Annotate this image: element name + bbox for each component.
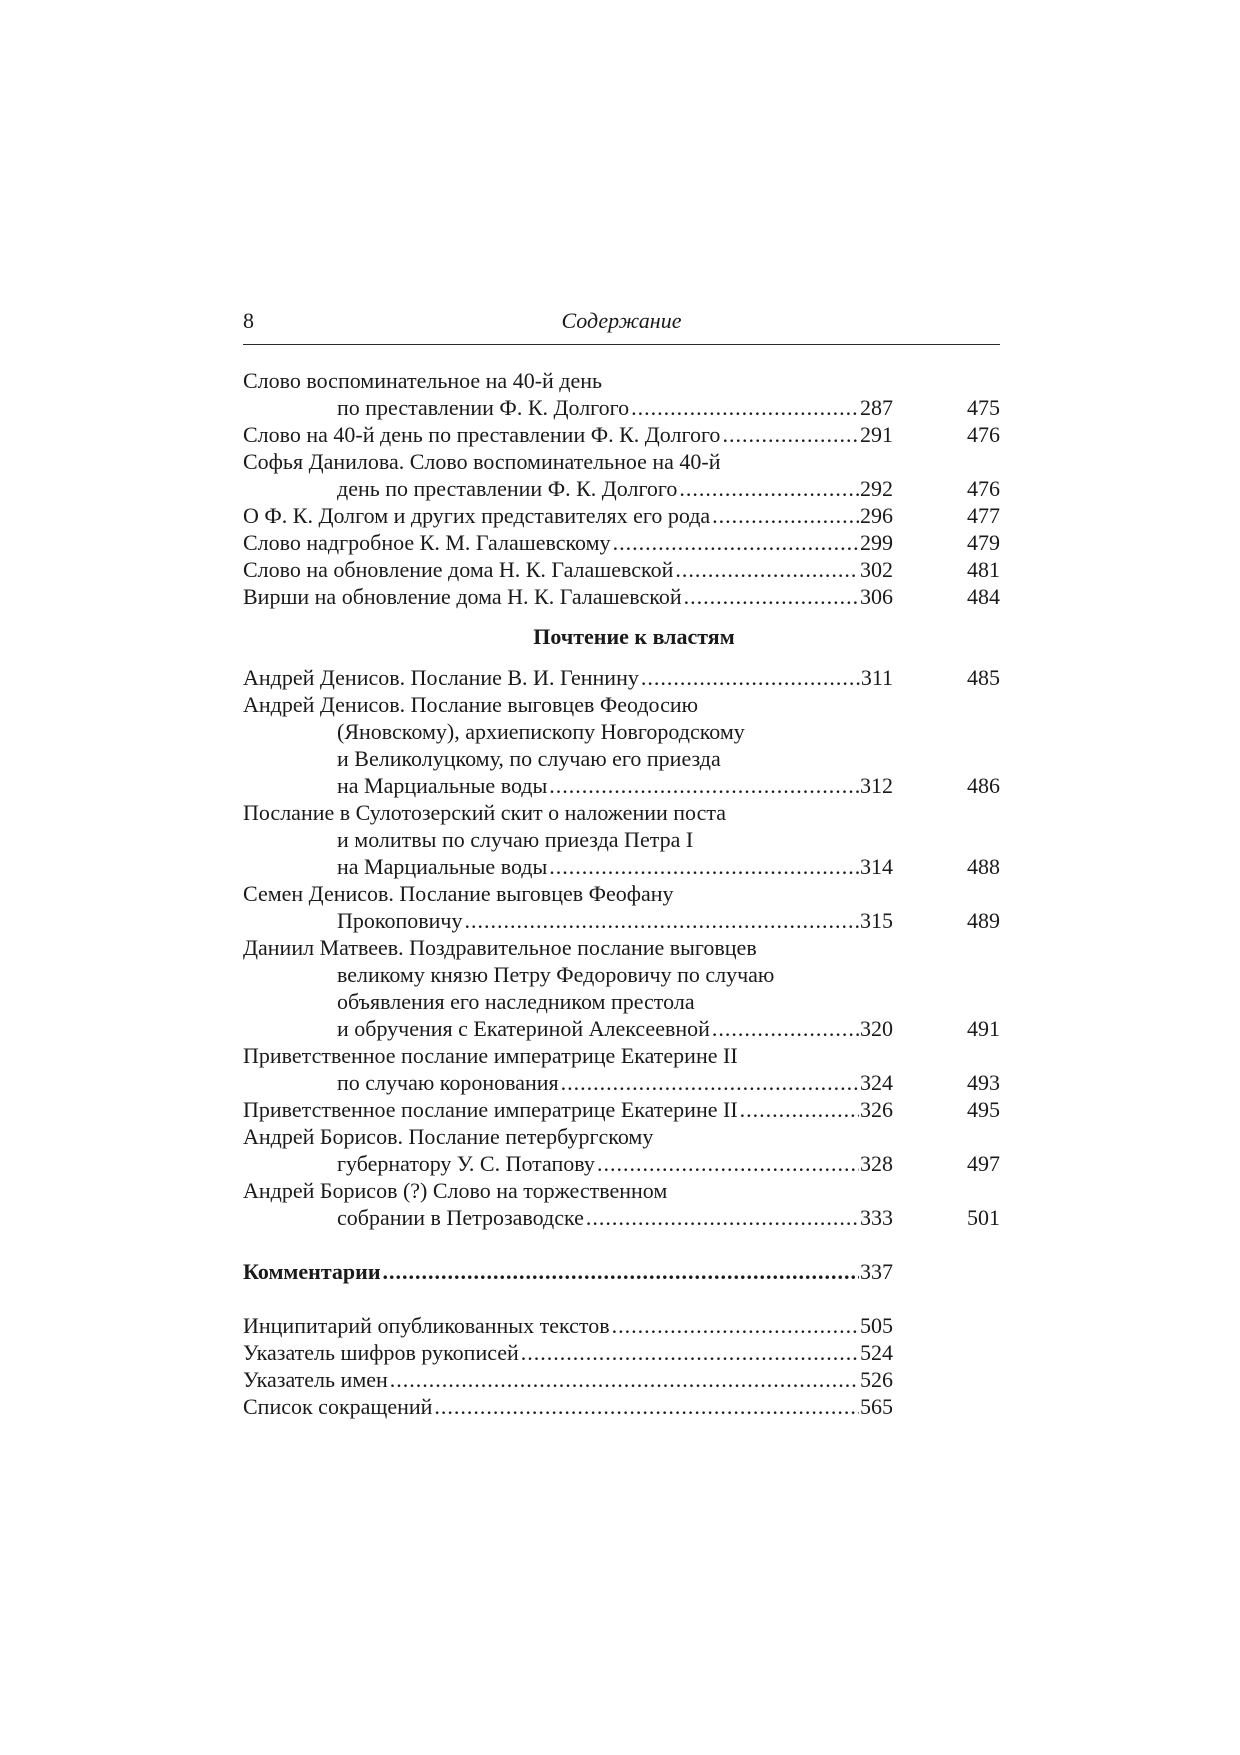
toc-entry-commentary-page: 497 <box>967 1151 1000 1176</box>
toc-entry-row <box>243 421 1000 448</box>
toc-entry-page: 312 <box>860 773 893 798</box>
toc-entry-title: по преставлении Ф. К. Долгого <box>337 395 630 420</box>
dot-leader <box>586 1204 859 1231</box>
toc-entry[interactable] <box>243 502 1000 529</box>
toc-entry-commentary-page: 485 <box>967 665 1000 690</box>
dot-leader <box>612 1312 859 1339</box>
toc-entry-commentary-page: 489 <box>967 908 1000 933</box>
toc-entry-last-line <box>243 664 893 691</box>
toc-entry-title: Инципитарий опубликованных текстов <box>243 1313 610 1338</box>
toc-entry[interactable] <box>243 799 1000 880</box>
toc-entry-title: Вирши на обновление дома Н. К. Галашевской <box>243 584 682 609</box>
dot-leader <box>679 475 859 502</box>
dot-leader <box>613 529 859 556</box>
toc-entry-commentary-page: 476 <box>967 476 1000 501</box>
toc-entry-line: Андрей Борисов (?) Слово на торжественном <box>243 1178 668 1203</box>
toc-entry[interactable] <box>243 934 1000 1042</box>
toc-entry-line: Слово воспоминательное на 40-й день <box>243 368 603 393</box>
toc-entry-last-line <box>243 1204 893 1231</box>
toc-entry-title: Прокоповичу <box>337 908 463 933</box>
toc-entry-commentary-page: 477 <box>967 503 1000 528</box>
toc-entry[interactable] <box>243 880 1000 934</box>
toc-entry-last-line <box>243 529 893 556</box>
toc-entry-last-line <box>243 394 893 421</box>
toc-entry-title: Список сокращений <box>243 1394 433 1419</box>
toc-entry[interactable] <box>243 529 1000 556</box>
dot-leader <box>712 1015 859 1042</box>
toc-entry-commentary-page: 493 <box>967 1070 1000 1095</box>
toc-entry-index[interactable] <box>243 1393 893 1420</box>
toc-entry-line: объявления его наследником престола <box>337 989 695 1014</box>
toc-entry-last-line <box>243 475 893 502</box>
toc-entry-line: и Великолуцкому, по случаю его приезда <box>337 746 721 771</box>
toc-entry-page: 320 <box>860 1016 893 1041</box>
toc-entry-row <box>243 664 1000 691</box>
toc-entry-row <box>243 475 1000 502</box>
page-number: 8 <box>243 308 254 333</box>
toc-entry-page: 526 <box>860 1367 893 1392</box>
toc-entry-title: губернатору У. С. Потапову <box>337 1151 595 1176</box>
toc-entry-page: 337 <box>860 1259 893 1284</box>
toc-entry[interactable] <box>243 367 1000 421</box>
toc-entry-page: 291 <box>860 422 893 447</box>
dot-leader <box>390 1366 859 1393</box>
toc-entry-page: 296 <box>860 503 893 528</box>
toc-entry-page: 292 <box>860 476 893 501</box>
toc-entry-title: Андрей Денисов. Послание В. И. Геннину <box>243 665 639 690</box>
running-head-title: Содержание <box>561 308 682 333</box>
toc-entry-page: 314 <box>860 854 893 879</box>
toc-entry-line: (Яновскому), архиепископу Новгородскому <box>337 719 745 744</box>
toc-entry-page: 315 <box>860 908 893 933</box>
dot-leader <box>549 772 859 799</box>
running-head <box>243 302 1000 345</box>
toc-entry-comments[interactable] <box>243 1258 893 1285</box>
toc-entry-last-line <box>243 1069 893 1096</box>
toc-entry[interactable] <box>243 1096 1000 1123</box>
toc-entry-commentary-page: 479 <box>967 530 1000 555</box>
toc-entry-last-line <box>243 1096 893 1123</box>
toc-entry-page: 326 <box>860 1097 893 1122</box>
toc-entry-page: 328 <box>860 1151 893 1176</box>
toc-entry-page: 302 <box>860 557 893 582</box>
table-of-contents <box>243 367 1000 1420</box>
toc-entry-last-line <box>243 772 893 799</box>
toc-entry-line: великому князю Петру Федоровичу по случаю <box>337 962 775 987</box>
toc-entry-row <box>243 1204 1000 1231</box>
toc-entry-row <box>243 1015 1000 1042</box>
toc-entry-title: Комментарии <box>243 1259 381 1284</box>
dot-leader <box>675 556 859 583</box>
toc-entry-line: Даниил Матвеев. Поздравительное послание выговцев <box>243 935 757 960</box>
dot-leader <box>464 907 859 934</box>
toc-entry-title: по случаю коронования <box>337 1070 559 1095</box>
toc-entry[interactable] <box>243 1123 1000 1177</box>
toc-entry-title: Указатель шифров рукописей <box>243 1340 519 1365</box>
toc-entry[interactable] <box>243 556 1000 583</box>
toc-entry-title: и обручения с Екатериной Алексеевной <box>337 1016 710 1041</box>
toc-entry-last-line <box>243 907 893 934</box>
dot-leader <box>521 1339 859 1366</box>
toc-entry-page: 324 <box>860 1070 893 1095</box>
dot-leader <box>549 853 859 880</box>
toc-entry-last-line <box>243 421 893 448</box>
toc-entry-row <box>243 394 1000 421</box>
toc-entry-page: 524 <box>860 1340 893 1365</box>
toc-entry-page: 311 <box>860 665 893 690</box>
toc-entry-row <box>243 502 1000 529</box>
toc-entry-line: Андрей Денисов. Послание выговцев Феодосию <box>243 692 699 717</box>
toc-entry-last-line <box>243 1150 893 1177</box>
toc-entry-page: 333 <box>860 1205 893 1230</box>
toc-entry-commentary-page: 501 <box>967 1205 1000 1230</box>
toc-group-1 <box>243 367 1000 610</box>
toc-entry-title: Указатель имен <box>243 1367 388 1392</box>
toc-entry-row <box>243 1150 1000 1177</box>
toc-entry-title: Слово надгробное К. М. Галашевскому <box>243 530 611 555</box>
dot-leader <box>712 502 859 529</box>
book-page <box>243 302 1000 1420</box>
toc-entry-title: собрании в Петрозаводске <box>337 1205 584 1230</box>
dot-leader <box>722 421 859 448</box>
toc-entry-page: 505 <box>860 1313 893 1338</box>
toc-entry-line: Послание в Сулотозерский скит о наложении поста <box>243 800 727 825</box>
toc-entry[interactable] <box>243 583 1000 610</box>
toc-entry-last-line <box>243 1015 893 1042</box>
toc-entry-line: Приветственное послание императрице Екатерине II <box>243 1043 738 1068</box>
toc-entry-index[interactable] <box>243 1312 893 1339</box>
toc-entry-commentary-page: 476 <box>967 422 1000 447</box>
toc-entry-title: Слово на обновление дома Н. К. Галашевской <box>243 557 674 582</box>
toc-entry-last-line <box>243 502 893 529</box>
toc-entry[interactable] <box>243 448 1000 502</box>
toc-entry-row <box>243 529 1000 556</box>
toc-entry-row <box>243 1069 1000 1096</box>
dot-leader <box>740 1096 859 1123</box>
toc-entry-commentary-page: 491 <box>967 1016 1000 1041</box>
toc-entry[interactable] <box>243 664 1000 691</box>
dot-leader <box>561 1069 859 1096</box>
dot-leader <box>597 1150 859 1177</box>
dot-leader <box>383 1258 859 1285</box>
toc-entry-title: Слово на 40-й день по преставлении Ф. К. Долгого <box>243 422 721 447</box>
toc-entry-row <box>243 772 1000 799</box>
dot-leader <box>684 583 859 610</box>
toc-entry-title: Приветственное послание императрице Екатерине II <box>243 1097 738 1122</box>
toc-entry-commentary-page: 488 <box>967 854 1000 879</box>
toc-entry-line: Андрей Борисов. Послание петербургскому <box>243 1124 654 1149</box>
section-heading: Почтение к властям <box>533 624 735 649</box>
toc-entry[interactable] <box>243 1042 1000 1096</box>
toc-entry-row <box>243 907 1000 934</box>
toc-group-2 <box>243 664 1000 1231</box>
toc-entry-last-line <box>243 853 893 880</box>
toc-entry-line: и молитвы по случаю приезда Петра I <box>337 827 694 852</box>
toc-entry-commentary-page: 484 <box>967 584 1000 609</box>
toc-entry-page: 287 <box>860 395 893 420</box>
toc-entry[interactable] <box>243 691 1000 799</box>
dot-leader <box>631 394 859 421</box>
toc-entry-title: О Ф. К. Долгом и других представителях его рода <box>243 503 711 528</box>
toc-entry-title: на Марциальные воды <box>337 773 548 798</box>
toc-entry-line: Софья Данилова. Слово воспоминательное на 40-й <box>243 449 721 474</box>
toc-entry-page: 565 <box>860 1394 893 1419</box>
toc-entry-index[interactable] <box>243 1339 893 1366</box>
toc-entry-title: на Марциальные воды <box>337 854 548 879</box>
toc-entry-page: 299 <box>860 530 893 555</box>
toc-entry-commentary-page: 475 <box>967 395 1000 420</box>
toc-entry-row <box>243 583 1000 610</box>
toc-entry-last-line <box>243 583 893 610</box>
dot-leader <box>434 1393 859 1420</box>
toc-entry-last-line <box>243 556 893 583</box>
toc-entry[interactable] <box>243 1177 1000 1231</box>
toc-entry-index[interactable] <box>243 1366 893 1393</box>
toc-entry-row <box>243 853 1000 880</box>
toc-entry-row <box>243 1096 1000 1123</box>
toc-entry-row <box>243 556 1000 583</box>
toc-entry-commentary-page: 481 <box>967 557 1000 582</box>
toc-entry-line: Семен Денисов. Послание выговцев Феофану <box>243 881 674 906</box>
toc-entry-page: 306 <box>860 584 893 609</box>
toc-entry[interactable] <box>243 421 1000 448</box>
dot-leader <box>641 664 860 691</box>
toc-entry-commentary-page: 486 <box>967 773 1000 798</box>
toc-indexes <box>243 1312 1000 1420</box>
toc-entry-title: день по преставлении Ф. К. Долгого <box>337 476 678 501</box>
toc-entry-commentary-page: 495 <box>967 1097 1000 1122</box>
